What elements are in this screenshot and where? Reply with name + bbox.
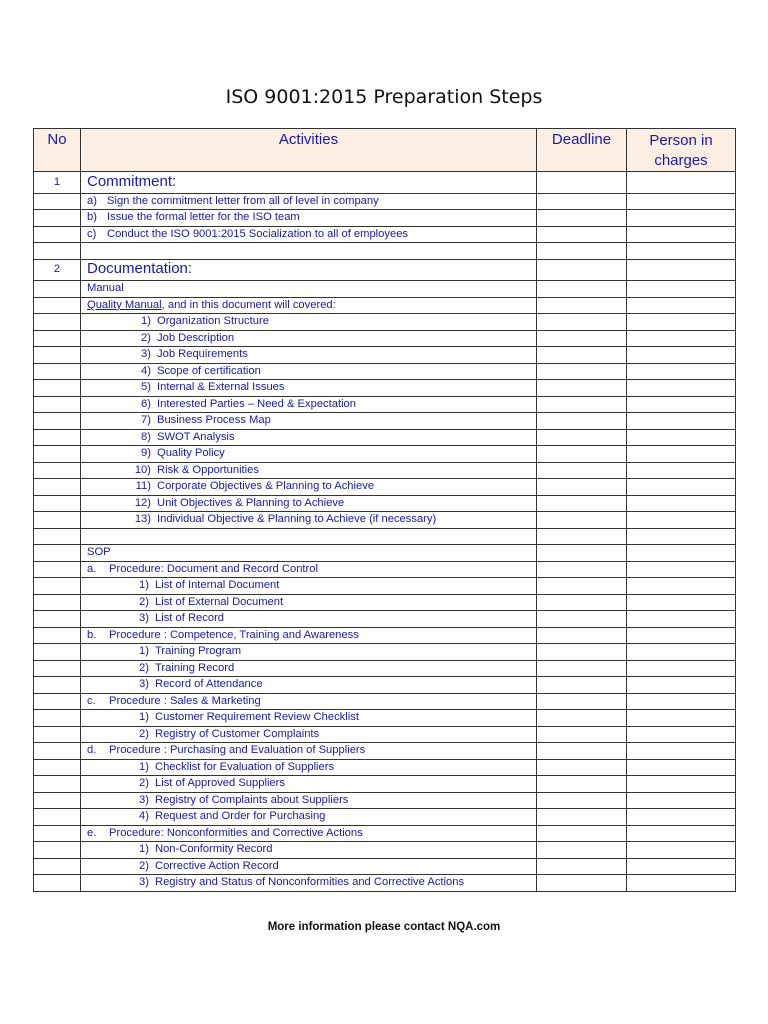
table-row: [34, 314, 736, 331]
header-deadline: Deadline: [537, 129, 627, 172]
table-row: [34, 226, 736, 243]
deadline-cell: [537, 243, 627, 260]
item-marker: 1): [139, 843, 149, 856]
deadline-cell: [537, 226, 627, 243]
item-marker: 11): [135, 480, 151, 493]
deadline-cell: [537, 297, 627, 314]
person-cell: [627, 528, 736, 545]
activity-cell: [81, 660, 537, 677]
activity-text: List of Internal Document: [155, 579, 280, 592]
item-marker: 2): [139, 727, 149, 740]
activity-text: Internal & External Issues: [157, 381, 285, 394]
table-row: [34, 776, 736, 793]
footer-contact: More information please contact NQA.com: [267, 921, 501, 933]
deadline-cell: [537, 446, 627, 463]
person-cell: [627, 446, 736, 463]
activity-text: Job Requirements: [157, 348, 248, 361]
person-cell: [627, 429, 736, 446]
activity-text: SWOT Analysis: [157, 430, 235, 443]
procedure-marker: d.: [87, 744, 97, 757]
table-row: [34, 495, 736, 512]
procedure-marker: c.: [87, 694, 96, 707]
table-header-row: [34, 129, 736, 172]
activity-text: List of Approved Suppliers: [155, 777, 285, 790]
item-marker: 2): [139, 595, 149, 608]
person-cell: [627, 743, 736, 760]
person-cell: [627, 693, 736, 710]
item-marker: 1): [139, 579, 149, 592]
header-no: No: [34, 129, 81, 172]
person-cell: [627, 759, 736, 776]
person-cell: [627, 314, 736, 331]
item-marker: 8): [141, 430, 151, 443]
item-marker: 1): [139, 645, 149, 658]
deadline-cell: [537, 809, 627, 826]
deadline-cell: [537, 545, 627, 562]
section-row: [34, 172, 736, 194]
deadline-cell: [537, 693, 627, 710]
person-cell: [627, 561, 736, 578]
person-cell: [627, 193, 736, 210]
activity-text: Corporate Objectives & Planning to Achieve: [157, 480, 375, 493]
person-cell: [627, 677, 736, 694]
item-marker: 1): [139, 760, 149, 773]
deadline-cell: [537, 825, 627, 842]
procedure-marker: b.: [87, 628, 97, 641]
deadline-cell: [537, 330, 627, 347]
section-title: Commitment:: [81, 172, 537, 194]
table-row: [34, 842, 736, 859]
section-title: Documentation:: [81, 259, 537, 281]
person-cell: [627, 259, 736, 281]
activity-cell: [81, 479, 537, 496]
table-row: [34, 512, 736, 529]
table-row: [34, 193, 736, 210]
table-row: [34, 561, 736, 578]
table-row: [34, 578, 736, 595]
person-cell: [627, 545, 736, 562]
person-cell: [627, 792, 736, 809]
activity-cell: [81, 710, 537, 727]
procedure-name: : Sales & Marketing: [163, 694, 261, 707]
deadline-cell: [537, 710, 627, 727]
deadline-cell: [537, 759, 627, 776]
activity-cell: [81, 226, 537, 243]
person-cell: [627, 297, 736, 314]
item-marker: 4): [141, 364, 151, 377]
item-marker: b): [87, 211, 97, 224]
table-row: [34, 413, 736, 430]
person-cell: [627, 809, 736, 826]
person-cell: [627, 210, 736, 227]
activity-text: Interested Parties – Need & Expectation: [157, 397, 357, 410]
quality-manual-desc: , and in this document will covered:: [161, 298, 336, 311]
deadline-cell: [537, 858, 627, 875]
person-cell: [627, 495, 736, 512]
item-marker: 4): [139, 810, 149, 823]
table-row: [34, 825, 736, 842]
deadline-cell: [537, 193, 627, 210]
sop-label: SOP: [87, 546, 111, 559]
table-row: [34, 743, 736, 760]
deadline-cell: [537, 281, 627, 298]
table-row: [34, 644, 736, 661]
table-row: [34, 281, 736, 298]
item-marker: 3): [139, 793, 149, 806]
activity-text: Quality Policy: [157, 447, 225, 460]
item-marker: 6): [141, 397, 151, 410]
item-marker: 1): [139, 711, 149, 724]
activity-cell: [81, 594, 537, 611]
procedure-label: Procedure: [109, 694, 161, 707]
item-marker: 1): [141, 315, 151, 328]
item-marker: 2): [141, 331, 151, 344]
activity-text: Registry of Complaints about Suppliers: [155, 793, 349, 806]
table-row: [34, 594, 736, 611]
table-row: [34, 479, 736, 496]
deadline-cell: [537, 363, 627, 380]
activity-text: List of Record: [155, 612, 225, 625]
person-cell: [627, 363, 736, 380]
activity-cell: [81, 776, 537, 793]
person-cell: [627, 347, 736, 364]
table-row: [34, 210, 736, 227]
person-cell: [627, 875, 736, 892]
person-cell: [627, 842, 736, 859]
person-cell: [627, 627, 736, 644]
blank-row: [34, 243, 736, 260]
person-cell: [627, 825, 736, 842]
deadline-cell: [537, 561, 627, 578]
activity-text: Record of Attendance: [155, 678, 263, 691]
deadline-cell: [537, 479, 627, 496]
table-row: [34, 710, 736, 727]
person-cell: [627, 858, 736, 875]
table-row: [34, 693, 736, 710]
activity-cell: [81, 429, 537, 446]
procedure-name: Nonconformities and Corrective Actions: [166, 826, 363, 839]
activity-text: List of External Document: [155, 595, 284, 608]
activity-text: Non-Conformity Record: [155, 843, 273, 856]
deadline-cell: [537, 627, 627, 644]
table-row: [34, 677, 736, 694]
deadline-cell: [537, 413, 627, 430]
table-row: [34, 462, 736, 479]
procedure-name: Document and Record Control: [166, 562, 318, 575]
activity-text: Business Process Map: [157, 414, 271, 427]
activity-cell: [81, 792, 537, 809]
deadline-cell: [537, 611, 627, 628]
item-marker: 3): [141, 348, 151, 361]
activity-cell: [81, 825, 537, 842]
person-cell: [627, 660, 736, 677]
activity-cell: [81, 347, 537, 364]
section-number: 2: [34, 259, 81, 281]
activity-text: Job Description: [157, 331, 235, 344]
procedure-name: : Competence, Training and Awareness: [163, 628, 359, 641]
deadline-cell: [537, 462, 627, 479]
item-marker: c): [87, 227, 97, 240]
activity-text: Issue the formal letter for the ISO team: [107, 211, 300, 224]
table-body: [34, 172, 736, 892]
table-row: [34, 611, 736, 628]
person-cell: [627, 594, 736, 611]
table-row: [34, 875, 736, 892]
table-row: [34, 330, 736, 347]
section-number: 1: [34, 172, 81, 194]
deadline-cell: [537, 210, 627, 227]
activity-cell: [81, 446, 537, 463]
person-cell: [627, 172, 736, 194]
procedure-label: Procedure: [109, 744, 161, 757]
person-cell: [627, 710, 736, 727]
deadline-cell: [537, 528, 627, 545]
table-row: [34, 545, 736, 562]
deadline-cell: [537, 172, 627, 194]
item-marker: 3): [139, 678, 149, 691]
activity-cell: [81, 495, 537, 512]
deadline-cell: [537, 792, 627, 809]
activity-text: Checklist for Evaluation of Suppliers: [155, 760, 335, 773]
procedure-name: : Purchasing and Evaluation of Suppliers: [163, 744, 366, 757]
person-cell: [627, 512, 736, 529]
person-cell: [627, 776, 736, 793]
table-row: [34, 396, 736, 413]
item-marker: a): [87, 194, 97, 207]
table-row: [34, 858, 736, 875]
table-row: [34, 380, 736, 397]
item-marker: 5): [141, 381, 151, 394]
person-cell: [627, 281, 736, 298]
activity-text: Individual Objective & Planning to Achieve (if necessary): [157, 513, 437, 526]
deadline-cell: [537, 396, 627, 413]
activity-cell: [81, 743, 537, 760]
activity-cell: [81, 677, 537, 694]
activity-cell: [81, 842, 537, 859]
procedure-label: Procedure: [109, 628, 161, 641]
table-row: [34, 347, 736, 364]
deadline-cell: [537, 259, 627, 281]
activity-cell: [81, 512, 537, 529]
activity-cell: [81, 330, 537, 347]
activity-cell: [81, 644, 537, 661]
activity-text: Request and Order for Purchasing: [155, 810, 326, 823]
activity-text: Organization Structure: [157, 315, 269, 328]
item-marker: 2): [139, 859, 149, 872]
person-cell: [627, 330, 736, 347]
activity-cell: [81, 693, 537, 710]
activity-text: Unit Objectives & Planning to Achieve: [157, 496, 345, 509]
activity-cell: [81, 363, 537, 380]
item-marker: 3): [139, 876, 149, 889]
person-cell: [627, 479, 736, 496]
procedure-marker: e.: [87, 826, 97, 839]
deadline-cell: [537, 660, 627, 677]
preparation-steps-table: [33, 128, 736, 892]
table-row: [34, 792, 736, 809]
table-row: [34, 759, 736, 776]
activity-cell: [81, 578, 537, 595]
deadline-cell: [537, 512, 627, 529]
activity-cell: [81, 809, 537, 826]
activity-text: Registry and Status of Nonconformities and Corrective Actions: [155, 876, 465, 889]
person-cell: [627, 644, 736, 661]
item-marker: 2): [139, 777, 149, 790]
activity-text: Training Record: [155, 661, 235, 674]
quality-manual-label: Quality Manual: [87, 298, 162, 311]
deadline-cell: [537, 644, 627, 661]
deadline-cell: [537, 495, 627, 512]
person-cell: [627, 578, 736, 595]
person-cell: [627, 226, 736, 243]
person-cell: [627, 396, 736, 413]
activity-cell: [81, 759, 537, 776]
item-marker: 7): [141, 414, 151, 427]
deadline-cell: [537, 726, 627, 743]
table-row: [34, 726, 736, 743]
person-cell: [627, 243, 736, 260]
activity-cell: [81, 875, 537, 892]
header-person-in-charges: Person in charges: [627, 129, 736, 172]
activity-cell: [81, 627, 537, 644]
item-marker: 10): [134, 463, 151, 476]
activity-cell: [81, 396, 537, 413]
deadline-cell: [537, 594, 627, 611]
deadline-cell: [537, 743, 627, 760]
activity-cell: [81, 380, 537, 397]
section-row: [34, 259, 736, 281]
activity-text: Scope of certification: [157, 364, 261, 377]
item-marker: 13): [134, 513, 151, 526]
procedure-label: Procedure:: [109, 562, 164, 575]
table-row: [34, 809, 736, 826]
item-marker: 2): [139, 661, 149, 674]
activity-cell: [81, 281, 537, 298]
activity-cell: [81, 413, 537, 430]
deadline-cell: [537, 776, 627, 793]
activity-text: Conduct the ISO 9001:2015 Socialization to all of employees: [107, 227, 409, 240]
deadline-cell: [537, 347, 627, 364]
activity-cell: [81, 210, 537, 227]
activity-text: Customer Requirement Review Checklist: [155, 711, 359, 724]
activity-cell: [81, 314, 537, 331]
blank-row: [34, 528, 736, 545]
activity-text: Corrective Action Record: [155, 859, 279, 872]
table-row: [34, 297, 736, 314]
deadline-cell: [537, 314, 627, 331]
header-activities: Activities: [81, 129, 537, 172]
activity-cell: [81, 561, 537, 578]
page-title: ISO 9001:2015 Preparation Steps: [225, 86, 543, 108]
person-cell: [627, 462, 736, 479]
procedure-marker: a.: [87, 562, 97, 575]
item-marker: 9): [141, 447, 151, 460]
item-marker: 12): [134, 496, 151, 509]
activity-text: Sign the commitment letter from all of level in company: [107, 194, 379, 207]
activity-text: Risk & Opportunities: [157, 463, 259, 476]
activity-cell: [81, 611, 537, 628]
person-cell: [627, 380, 736, 397]
activity-cell: [81, 858, 537, 875]
activity-cell: [81, 193, 537, 210]
deadline-cell: [537, 578, 627, 595]
activity-cell: [81, 726, 537, 743]
table-row: [34, 660, 736, 677]
deadline-cell: [537, 429, 627, 446]
table-row: [34, 363, 736, 380]
table-row: [34, 429, 736, 446]
person-cell: [627, 611, 736, 628]
procedure-label: Procedure:: [109, 826, 164, 839]
table-row: [34, 446, 736, 463]
activity-cell: [81, 297, 537, 314]
deadline-cell: [537, 677, 627, 694]
activity-text: Training Program: [155, 645, 242, 658]
person-cell: [627, 726, 736, 743]
deadline-cell: [537, 875, 627, 892]
item-marker: 3): [139, 612, 149, 625]
deadline-cell: [537, 842, 627, 859]
activity-cell: [81, 545, 537, 562]
manual-label: Manual: [87, 282, 124, 295]
activity-cell: [81, 462, 537, 479]
table-row: [34, 627, 736, 644]
activity-text: Registry of Customer Complaints: [155, 727, 320, 740]
person-cell: [627, 413, 736, 430]
deadline-cell: [537, 380, 627, 397]
